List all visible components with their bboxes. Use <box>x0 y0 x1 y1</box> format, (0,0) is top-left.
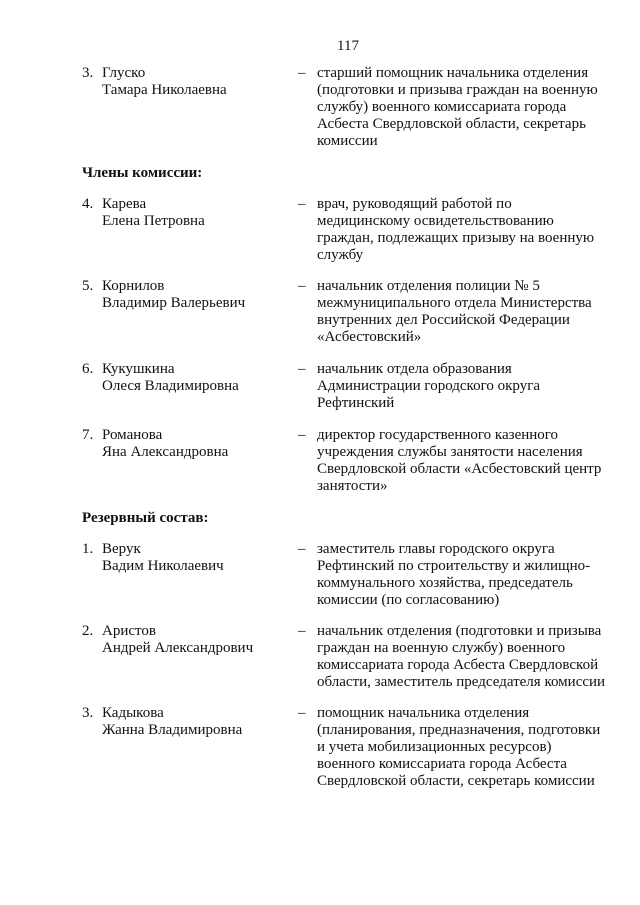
entry-role <box>317 705 617 790</box>
entry-name <box>102 196 292 230</box>
entry-name <box>102 278 292 312</box>
entry-surname: Кадыкова <box>102 705 164 721</box>
entry-surname: Верук <box>102 541 141 557</box>
entry-number: 5. <box>82 278 94 294</box>
role-line: Свердловской области, секретарь комиссии <box>317 773 595 789</box>
role-line: занятости» <box>317 478 388 494</box>
role-line: граждан на военную службу) военного <box>317 640 566 656</box>
role-line: внутренних дел Российской Федерации <box>317 312 570 328</box>
entry-role <box>317 65 617 150</box>
role-line: учреждения службы занятости населения <box>317 444 583 460</box>
entry-dash: – <box>298 361 306 377</box>
role-line: начальник отделения (подготовки и призыва <box>317 623 602 639</box>
entry-dash: – <box>298 541 306 557</box>
entry-number: 3. <box>82 705 94 721</box>
entry-given-name: Яна Александровна <box>102 444 229 460</box>
entry-number: 1. <box>82 541 94 557</box>
role-line: комиссариата города Асбеста Свердловской <box>317 657 599 673</box>
entry-given-name: Вадим Николаевич <box>102 558 224 574</box>
entry-number: 4. <box>82 196 94 212</box>
role-line: Рефтинский <box>317 395 395 411</box>
entry-name <box>102 65 292 99</box>
role-line: начальник отдела образования <box>317 361 512 377</box>
entry-given-name: Олеся Владимировна <box>102 378 239 394</box>
entry-surname: Корнилов <box>102 278 165 294</box>
role-line: Свердловской области «Асбестовский центр <box>317 461 602 477</box>
entry-given-name: Елена Петровна <box>102 213 205 229</box>
entry-dash: – <box>298 278 306 294</box>
entry-surname: Аристов <box>102 623 156 639</box>
role-line: службу) военного комиссариата города <box>317 99 567 115</box>
entry-number: 7. <box>82 427 94 443</box>
role-line: (планирования, предназначения, подготовки <box>317 722 601 738</box>
section-heading-reserve: Резервный состав: <box>82 510 209 526</box>
role-line: «Асбестовский» <box>317 329 422 345</box>
entry-given-name: Тамара Николаевна <box>102 82 227 98</box>
role-line: медицинскому освидетельствованию <box>317 213 554 229</box>
role-line: начальник отделения полиции № 5 <box>317 278 540 294</box>
role-line: межмуниципального отдела Министерства <box>317 295 592 311</box>
entry-role <box>317 541 617 609</box>
entry-surname: Карева <box>102 196 147 212</box>
entry-surname: Глуско <box>102 65 146 81</box>
entry-number: 6. <box>82 361 94 377</box>
role-line: (подготовки и призыва граждан на военную <box>317 82 598 98</box>
role-line: службу <box>317 247 364 263</box>
role-line: Рефтинский по строительству и жилищно- <box>317 558 591 574</box>
role-line: области, заместитель председателя комиссии <box>317 674 606 690</box>
entry-role <box>317 361 617 412</box>
role-line: заместитель главы городского округа <box>317 541 555 557</box>
role-line: граждан, подлежащих призыву на военную <box>317 230 595 246</box>
entry-name <box>102 541 292 575</box>
role-line: директор государственного казенного <box>317 427 559 443</box>
role-line: коммунального хозяйства, председатель <box>317 575 573 591</box>
entry-surname: Романова <box>102 427 163 443</box>
entry-role <box>317 623 617 691</box>
page-number: 117 <box>337 38 359 54</box>
entry-role <box>317 196 617 264</box>
entry-dash: – <box>298 65 306 81</box>
entry-dash: – <box>298 196 306 212</box>
entry-given-name: Андрей Александрович <box>102 640 254 656</box>
entry-role <box>317 427 617 495</box>
role-line: помощник начальника отделения <box>317 705 530 721</box>
role-line: комиссии <box>317 133 378 149</box>
entry-surname: Кукушкина <box>102 361 175 377</box>
section-heading-members: Члены комиссии: <box>82 165 203 181</box>
entry-given-name: Владимир Валерьевич <box>102 295 246 311</box>
entry-dash: – <box>298 623 306 639</box>
entry-dash: – <box>298 705 306 721</box>
entry-number: 3. <box>82 65 94 81</box>
role-line: старший помощник начальника отделения <box>317 65 589 81</box>
role-line: военного комиссариата города Асбеста <box>317 756 567 772</box>
entry-name <box>102 623 292 657</box>
entry-role <box>317 278 617 346</box>
entry-name <box>102 427 292 461</box>
entry-name <box>102 705 292 739</box>
entry-dash: – <box>298 427 306 443</box>
entry-name <box>102 361 292 395</box>
role-line: комиссии (по согласованию) <box>317 592 500 608</box>
role-line: и учета мобилизационных ресурсов) <box>317 739 552 755</box>
entry-given-name: Жанна Владимировна <box>102 722 243 738</box>
role-line: Администрации городского округа <box>317 378 541 394</box>
role-line: Асбеста Свердловской области, секретарь <box>317 116 586 132</box>
role-line: врач, руководящий работой по <box>317 196 512 212</box>
entry-number: 2. <box>82 623 94 639</box>
